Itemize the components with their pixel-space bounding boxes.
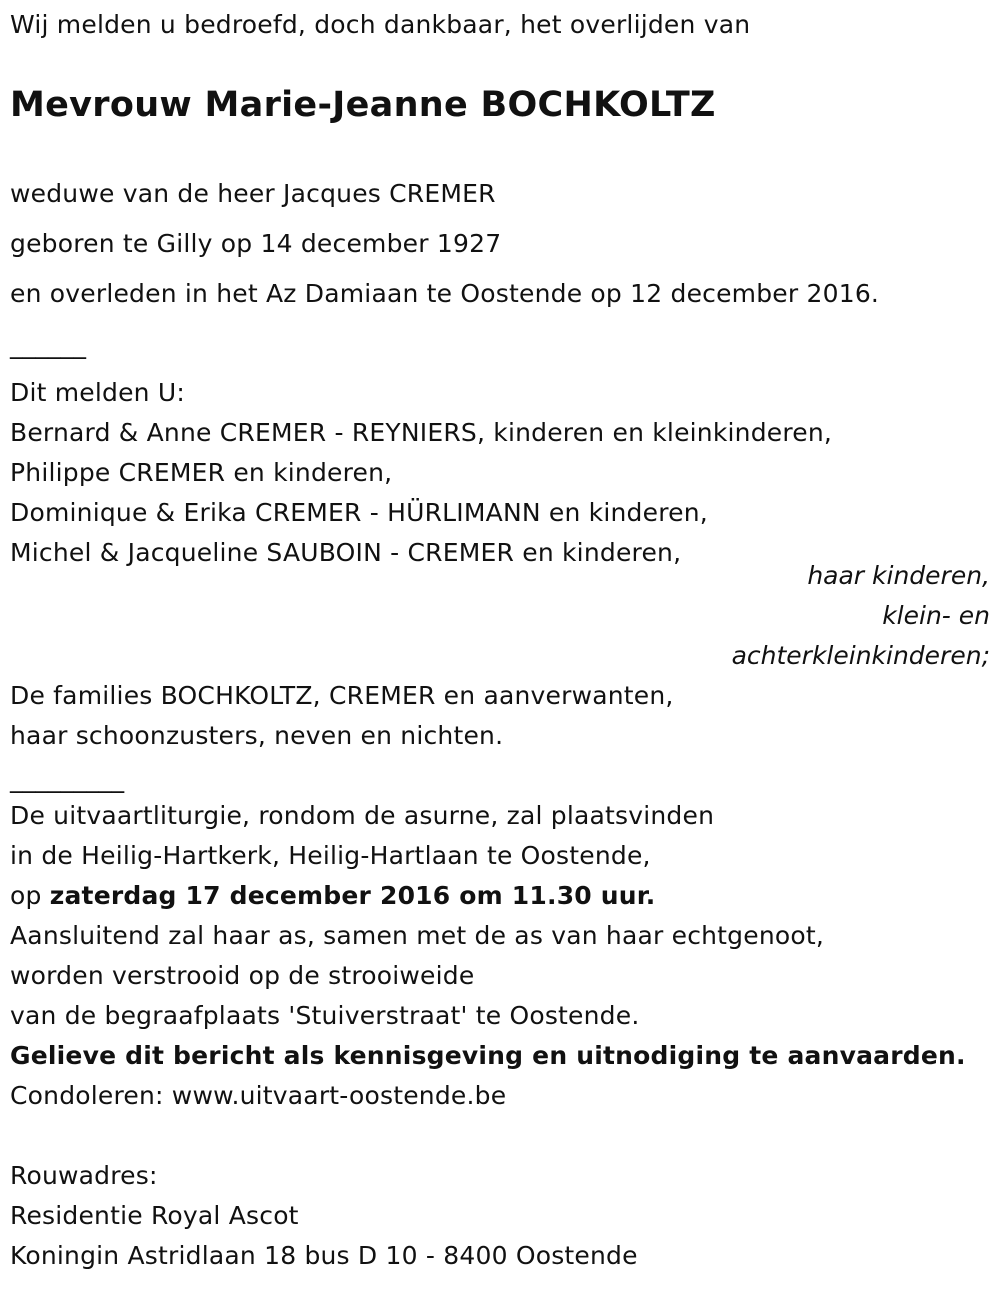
detail-born: geboren te Gilly op 14 december 1927 [10,229,502,258]
address-heading: Rouwadres: [10,1161,158,1190]
request-text: Gelieve dit bericht als kennisgeving en uitnodiging te aanvaarden. [10,1041,966,1070]
family-line-1: Bernard & Anne CREMER - REYNIERS, kinderen en kleinkinderen, [10,418,833,447]
ceremony-line-2: in de Heilig-Hartkerk, Heilig-Hartlaan te Oostende, [10,841,651,870]
ceremony-line-6: van de begraafplaats 'Stuiverstraat' te Oostende. [10,1001,640,1030]
detail-died: en overleden in het Az Damiaan te Oostende op 12 december 2016. [10,279,880,308]
family-note-1: haar kinderen, [807,561,990,590]
intro-text: Wij melden u bedroefd, doch dankbaar, het overlijden van [10,10,751,39]
ceremony-line-4: Aansluitend zal haar as, samen met de as van haar echtgenoot, [10,921,825,950]
family-line-4: Michel & Jacqueline SAUBOIN - CREMER en kinderen, [10,538,682,567]
ceremony-line-5: worden verstrooid op de strooiweide [10,961,475,990]
condolences-text: Condoleren: www.uitvaart-oostende.be [10,1081,507,1110]
ceremony-line-1: De uitvaartliturgie, rondom de asurne, zal plaatsvinden [10,801,715,830]
family-line-2: Philippe CREMER en kinderen, [10,458,393,487]
relatives-line-2: haar schoonzusters, neven en nichten. [10,721,504,750]
ceremony-date: zaterdag 17 december 2016 om 11.30 uur. [49,881,656,910]
separator-1: ______ [10,330,87,359]
family-line-3: Dominique & Erika CREMER - HÜRLIMANN en kinderen, [10,498,708,527]
address-line-1: Residentie Royal Ascot [10,1201,299,1230]
ceremony-date-prefix: op [10,881,50,910]
deceased-name: Mevrouw Marie-Jeanne BOCHKOLTZ [10,85,716,125]
family-note-3: achterkleinkinderen; [731,641,990,670]
ceremony-line-3 [10,883,655,908]
announcers-heading: Dit melden U: [10,378,185,407]
address-line-2: Koningin Astridlaan 18 bus D 10 - 8400 Oostende [10,1241,638,1270]
family-note-2: klein- en [882,601,990,630]
detail-widow: weduwe van de heer Jacques CREMER [10,179,496,208]
separator-2: _________ [10,764,125,793]
relatives-line-1: De families BOCHKOLTZ, CREMER en aanverwanten, [10,681,674,710]
